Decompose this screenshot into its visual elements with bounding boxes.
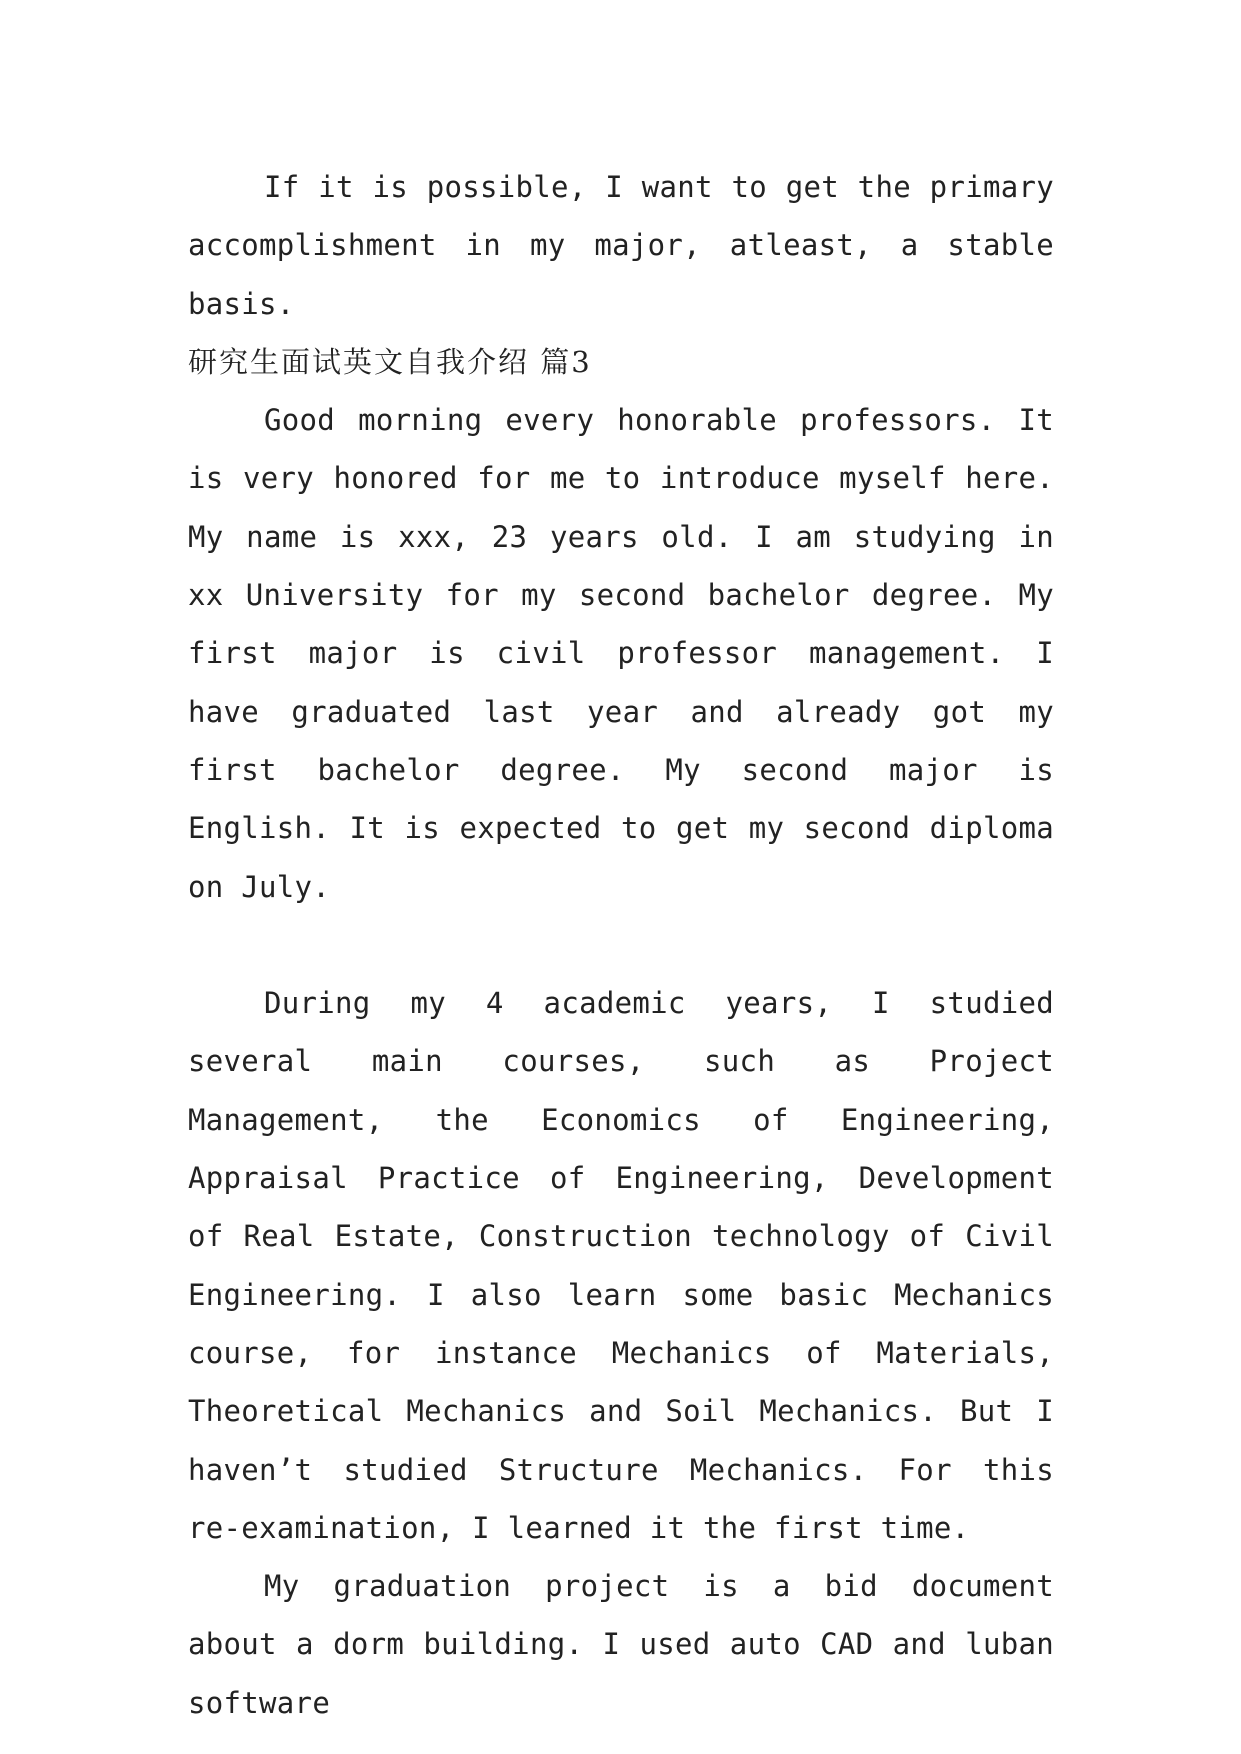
document-body — [188, 158, 1054, 1732]
paragraph-1: If it is possible, I want to get the primary accomplishment in my major, atleast, a stable basis. — [188, 170, 1054, 321]
section-heading: 研究生面试英文自我介绍 篇3 — [188, 344, 592, 379]
paragraph-4: My graduation project is a bid document about a dorm building. I used auto CAD and luban software — [188, 1569, 1054, 1720]
paragraph-spacer — [188, 916, 1054, 974]
paragraph-3: During my 4 academic years, I studied several main courses, such as Project Management, the Economics of Engineering, Appraisal Practice of Engineering, Development of Real Estate, Construction technology of Civil Engineering. I also learn some basic Mechanics course, for instance Mechanics of Materials, Theoretical Mechanics and Soil Mechanics. But I haven’t studied Structure Mechanics. For this re-examination, I learned it the first time. — [188, 986, 1054, 1545]
paragraph-2: Good morning every honorable professors. It is very honored for me to introduce myself here. My name is xxx, 23 years old. I am studying in xx University for my second bachelor degree. My first major is civil professor management. I have graduated last year and already got my first bachelor degree. My second major is English. It is expected to get my second diploma on July. — [188, 403, 1054, 904]
